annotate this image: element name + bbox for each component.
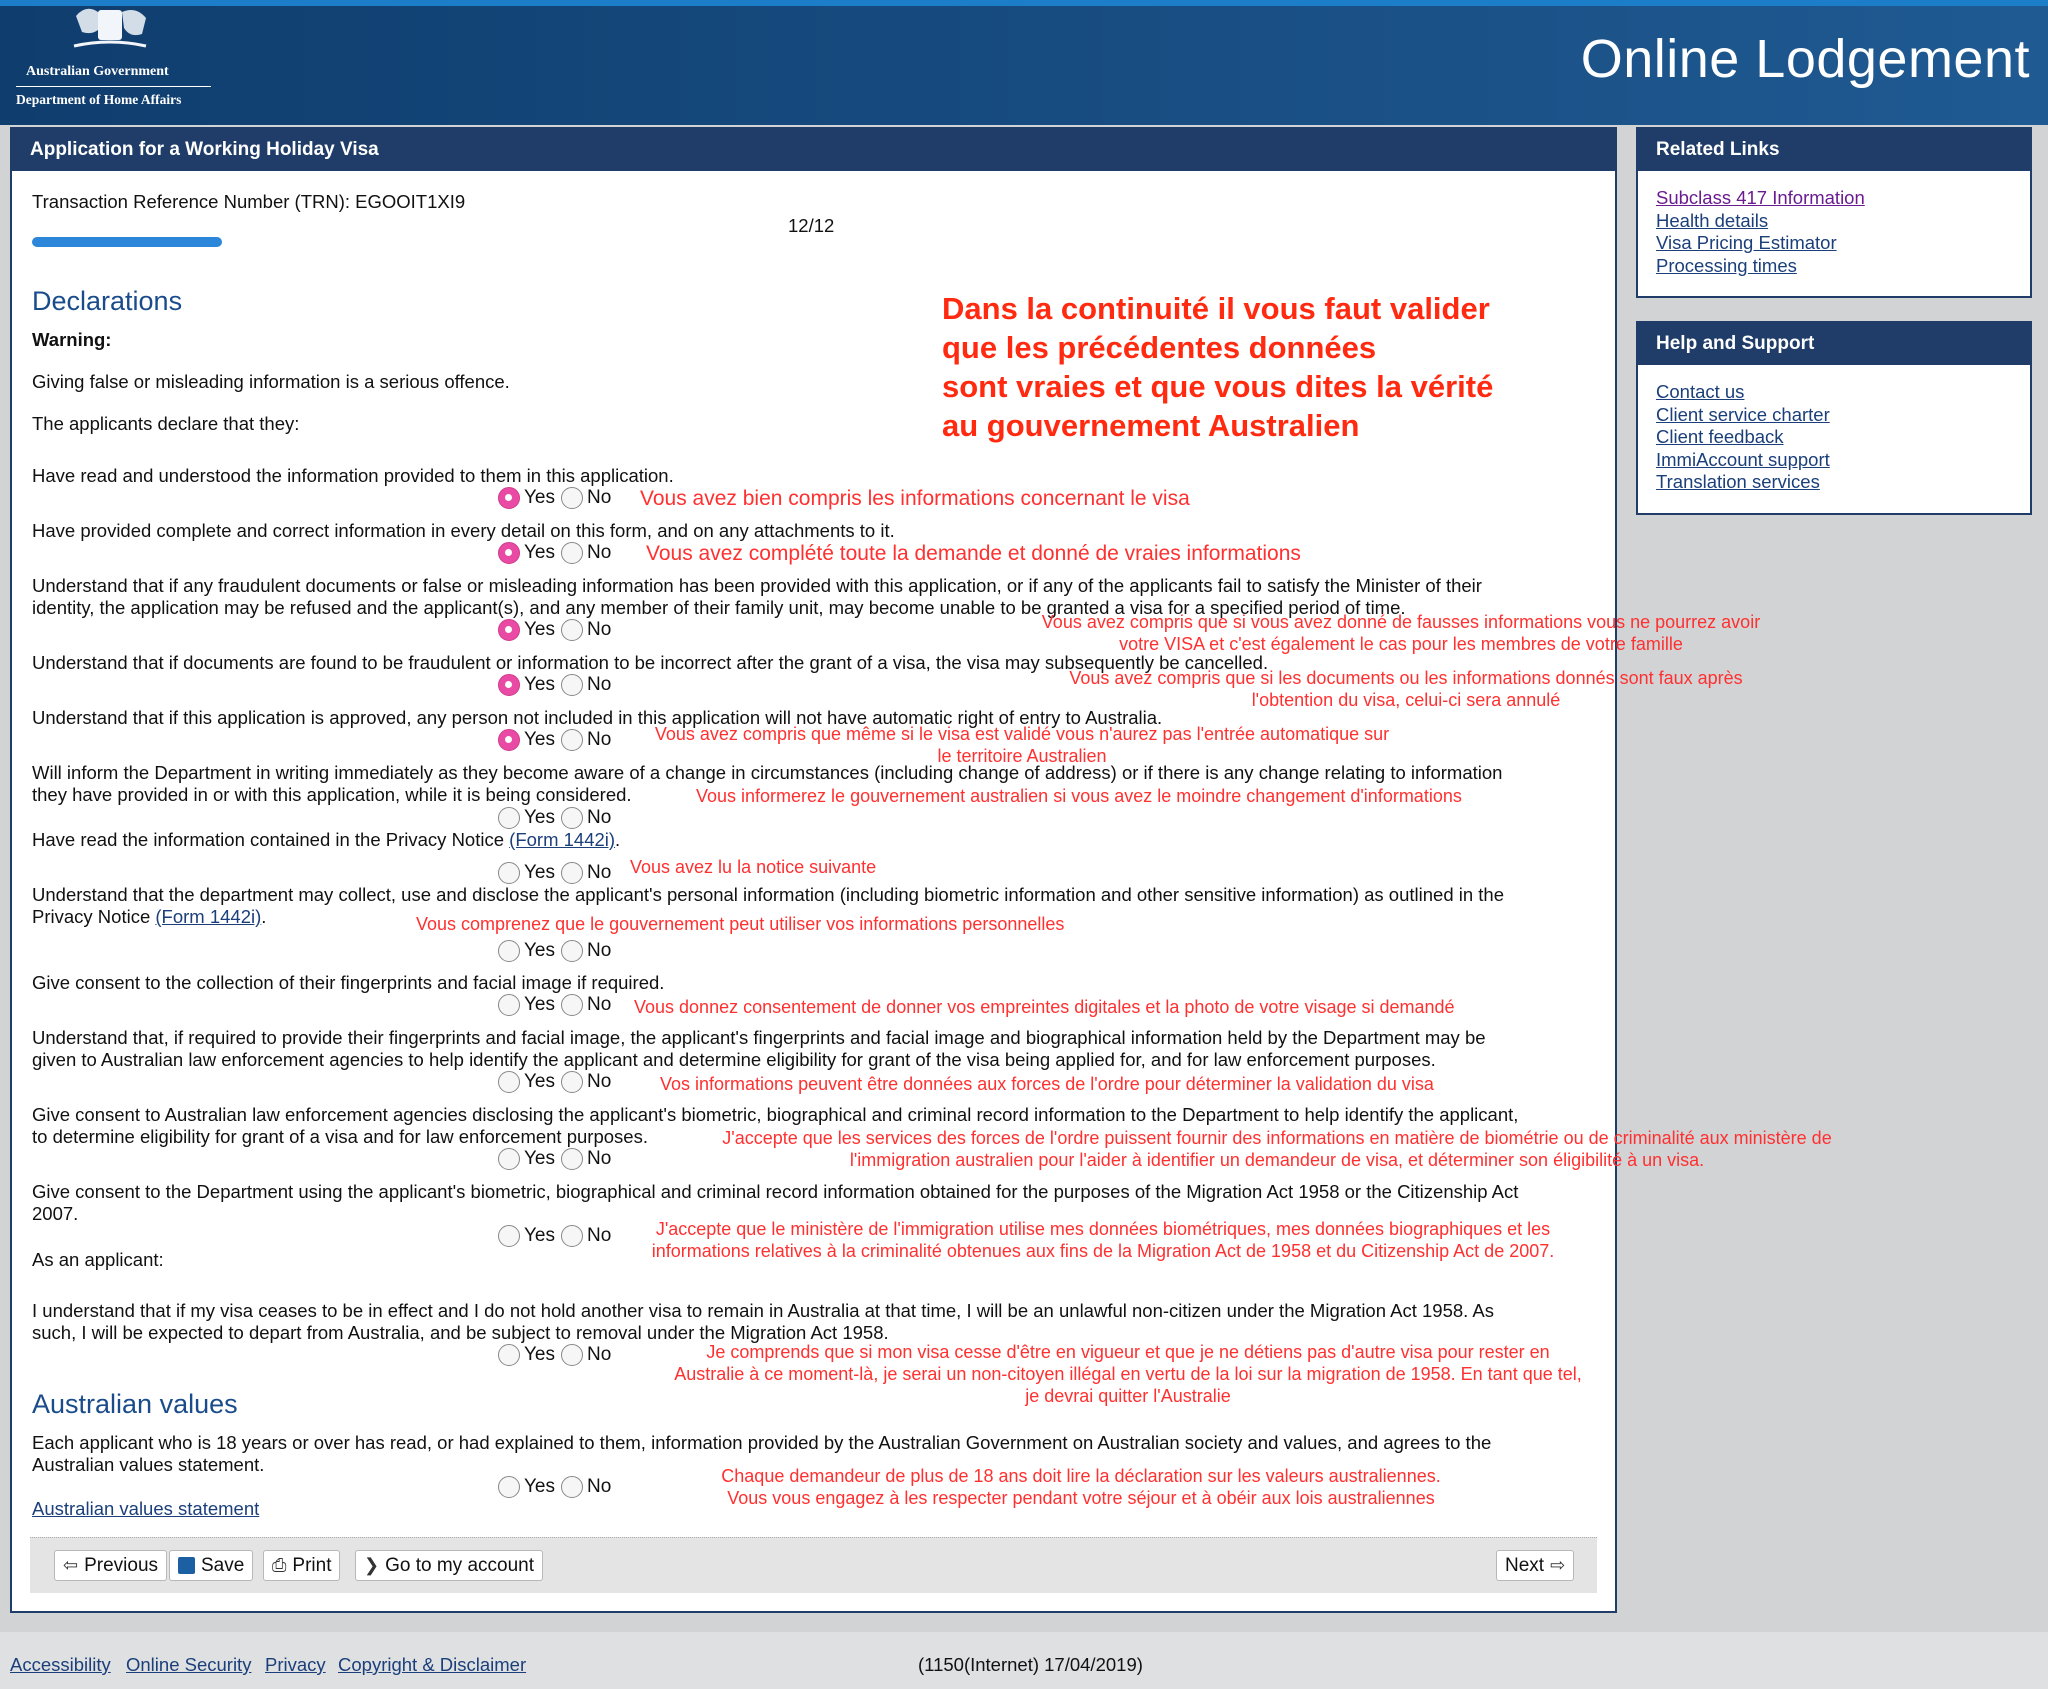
print-button[interactable] [263,1550,340,1581]
coat-of-arms-icon [56,6,164,52]
question-text: . [615,829,621,850]
annotation-line: votre VISA et c'est également le cas pour les membres de votre famille [1119,634,1683,654]
yes-label: Yes [524,729,555,750]
panel-title: Application for a Working Holiday Visa [12,129,1615,171]
annotation-line: Vous avez compris que si vous avez donné de fausses informations vous ne pourrez avoir [1041,612,1761,632]
question-line: they have provided in or with this application, while it is being considered. [32,784,632,805]
annotation-line: Vous avez compris que même si le visa est validé vous n'aurez pas l'entrée automatique sur [654,724,1390,744]
radio-yes[interactable] [498,1344,520,1366]
radio-group-5 [498,729,617,751]
values-heading: Australian values [32,1389,238,1419]
progress-bar [32,237,222,247]
site-header [0,0,2048,125]
site-footer [0,1632,2048,1689]
radio-yes[interactable] [498,862,520,884]
radio-no[interactable] [561,487,583,509]
values-line: Each applicant who is 18 years or over has read, or had explained to them, information provided by the Australian Government on Australian society and values, and agrees to the [32,1432,1492,1453]
annotation-12 [618,1218,1588,1262]
annotation-5 [632,723,1412,767]
question-line: I understand that if my visa ceases to be in effect and I do not hold another visa to remain in Australia at that time, I will be an unlawful non-citizen under the Migration Act 1958. As [32,1300,1494,1321]
related-links-title: Related Links [1638,129,2030,171]
chevron-right-icon: ❯ [364,1555,380,1575]
annotation-line: informations relatives à la criminalité obtenues aux fins de la Migration Act de 1958 et du Citizenship Act de 2007. [651,1241,1555,1261]
help-link-service-charter[interactable]: Client service charter [1656,403,1830,425]
question-line: 2007. [32,1203,79,1224]
radio-group-8 [498,940,617,962]
radio-yes[interactable] [498,542,520,564]
radio-group-1 [498,487,617,509]
question-line: Understand that if any fraudulent documents or false or misleading information has been provided with this application, or if any of the applicants fail to satisfy the Minister of their [32,575,1482,596]
form-navigation [30,1537,1597,1593]
radio-group-10 [498,1071,617,1093]
question-1: Have read and understood the information provided to them in this application. [32,465,674,486]
help-support-box [1636,321,2032,515]
no-label: No [587,487,612,508]
radio-no[interactable] [561,862,583,884]
annotation-10: Vos informations peuvent être données aux forces de l'ordre pour déterminer la validation du visa [660,1074,1434,1094]
go-to-account-button[interactable] [355,1550,543,1581]
radio-group-6 [498,807,617,829]
radio-yes[interactable] [498,674,520,696]
help-link-immiaccount-support[interactable]: ImmiAccount support [1656,448,1830,470]
help-link-contact-us[interactable]: Contact us [1656,381,1745,402]
radio-yes[interactable] [498,487,520,509]
question-2: Have provided complete and correct information in every detail on this form, and on any attachments to it. [32,520,895,541]
version-info: (1150(Internet) 17/04/2019) [918,1654,1143,1675]
annotation-9: Vous donnez consentement de donner vos empreintes digitales et la photo de votre visage si demandé [634,997,1455,1017]
no-label: No [587,1476,612,1497]
radio-no[interactable] [561,1344,583,1366]
values-line: Australian values statement. [32,1454,265,1475]
radio-no[interactable] [561,1148,583,1170]
annotation-3 [1018,611,1784,655]
radio-group-9 [498,994,617,1016]
yes-label: Yes [524,1476,555,1497]
save-label: Save [201,1554,245,1576]
annotation-line: Dans la continuité il vous faut valider [942,291,1490,326]
yes-label: Yes [524,542,555,563]
related-link-visa-pricing[interactable]: Visa Pricing Estimator [1656,232,1837,253]
annotation-line: sont vraies et que vous dites la vérité [942,369,1494,404]
as-applicant-label: As an applicant: [32,1249,164,1270]
annotation-line: Vous vous engagez à les respecter pendant votre séjour et à obéir aux lois australiennes [727,1488,1435,1508]
radio-group-13 [498,1344,617,1366]
annotation-line: Chaque demandeur de plus de 18 ans doit lire la déclaration sur les valeurs australiennes. [721,1466,1441,1486]
floppy-disk-icon [178,1557,195,1574]
form-1442i-link[interactable]: (Form 1442i) [155,906,262,927]
radio-yes[interactable] [498,994,520,1016]
arrow-right-icon: ⇨ [1550,1555,1566,1575]
annotation-7: Vous avez lu la notice suivante [630,857,877,877]
annotation-14 [708,1465,1454,1509]
yes-label: Yes [524,994,555,1015]
radio-yes[interactable] [498,619,520,641]
radio-group-3 [498,619,617,641]
previous-label: Previous [84,1554,159,1576]
yes-label: Yes [524,674,555,695]
annotation-line: J'accepte que le ministère de l'immigration utilise mes données biométriques, mes données biographiques et les [655,1219,1551,1239]
page-counter: 12/12 [788,215,835,236]
question-line: Give consent to Australian law enforcement agencies disclosing the applicant's biometric, biographical and criminal record information to the Department to help identify the applicant, [32,1104,1519,1125]
annotation-line: Vous avez compris que si les documents ou les informations donnés sont faux après [1069,668,1743,688]
no-label: No [587,1225,612,1246]
question-text: Have read the information contained in the Privacy Notice [32,829,510,850]
help-link-translation[interactable]: Translation services [1656,471,1820,492]
annotation-line: J'accepte que les services des forces de l'ordre puissent fournir des informations en matière de biométrie ou de criminalité aux ministère de [722,1128,1832,1148]
question-13 [32,1300,1494,1344]
radio-group-4 [498,674,617,696]
radio-no[interactable] [561,807,583,829]
question-text: . [261,906,267,927]
app-title: Online Lodgement [1580,29,2030,89]
question-line: identity, the application may be refused and the applicant(s), and any member of their family unit, may become unable to be granted a visa for a specified period of time. [32,597,1406,618]
help-link-client-feedback[interactable]: Client feedback [1656,426,1784,447]
radio-yes[interactable] [498,807,520,829]
no-label: No [587,807,612,828]
annotation-line: au gouvernement Australien [942,408,1360,443]
radio-yes[interactable] [498,729,520,751]
gov-line-2: Department of Home Affairs [16,92,182,107]
related-link-health-details[interactable]: Health details [1656,209,1769,231]
question-7 [32,829,620,851]
yes-label: Yes [524,862,555,883]
next-button[interactable] [1496,1550,1574,1581]
annotation-8: Vous comprenez que le gouvernement peut utiliser vos informations personnelles [416,914,1065,934]
question-10 [32,1027,1486,1071]
question-line: Will inform the Department in writing immediately as they become aware of a change in circumstances (including change of address) or if there is any change relating to information [32,762,1503,783]
footer-link-accessibility[interactable]: Accessibility [10,1654,111,1675]
gov-divider [16,86,211,87]
print-label: Print [292,1554,332,1576]
radio-group-12 [498,1225,617,1247]
radio-yes[interactable] [498,940,520,962]
radio-yes[interactable] [498,1225,520,1247]
no-label: No [587,940,612,961]
yes-label: Yes [524,1148,555,1169]
question-line: given to Australian law enforcement agencies to help identify the applicant and determine eligibility for grant of the visa being applied for, and for law enforcement purposes. [32,1049,1436,1070]
annotation-2: Vous avez complété toute la demande et donné de vraies informations [646,542,1301,565]
annotation-1: Vous avez bien compris les informations concernant le visa [640,487,1190,510]
annotation-6: Vous informerez le gouvernement australien si vous avez le moindre changement d'informations [696,786,1462,806]
gov-line-1: Australian Government [26,64,169,79]
related-link-subclass-417[interactable]: Subclass 417 Information [1656,187,1865,208]
radio-no[interactable] [561,994,583,1016]
no-label: No [587,619,612,640]
no-label: No [587,1344,612,1365]
annotation-13 [628,1341,1628,1407]
annotation-main [942,289,1493,445]
radio-group-2 [498,542,617,564]
form-1442i-link[interactable]: (Form 1442i) [509,829,616,850]
related-link-processing-times[interactable]: Processing times [1656,254,1797,276]
question-line: to determine eligibility for grant of a visa and for law enforcement purposes. [32,1126,648,1147]
government-logo[interactable] [6,6,214,116]
annotation-line: l'obtention du visa, celui-ci sera annulé [1251,690,1561,710]
annotation-line: le territoire Australien [937,746,1107,766]
radio-no[interactable] [561,940,583,962]
no-label: No [587,674,612,695]
yes-label: Yes [524,1071,555,1092]
yes-label: Yes [524,487,555,508]
radio-yes[interactable] [498,1071,520,1093]
annotation-4 [1042,667,1770,711]
help-support-title: Help and Support [1638,323,2030,365]
no-label: No [587,729,612,750]
next-label: Next [1505,1554,1545,1576]
trn-label: Transaction Reference Number (TRN): EGOOIT1XI9 [32,191,466,212]
radio-group-11 [498,1148,617,1170]
account-label: Go to my account [385,1554,534,1576]
radio-yes[interactable] [498,1476,520,1498]
radio-group-7 [498,862,617,884]
yes-label: Yes [524,619,555,640]
footer-link-privacy[interactable]: Privacy [265,1654,326,1675]
declarations-heading: Declarations [32,286,183,316]
radio-no[interactable] [561,542,583,564]
footer-link-online-security[interactable]: Online Security [126,1654,252,1675]
radio-no[interactable] [561,674,583,696]
related-links-box [1636,127,2032,298]
warning-text: Giving false or misleading information is a serious offence. [32,371,510,392]
yes-label: Yes [524,807,555,828]
no-label: No [587,994,612,1015]
annotation-line: Australie à ce moment-là, je serai un non-citoyen illégal en vertu de la loi sur la migration de 1958. En tant que tel, [674,1364,1582,1384]
annotation-line: l'immigration australien pour l'aider à identifier un demandeur de visa, et déterminer son éligibilité à un visa. [849,1150,1705,1170]
related-links-list [1638,171,2030,293]
yes-label: Yes [524,940,555,961]
no-label: No [587,862,612,883]
annotation-line: je devrai quitter l'Australie [1025,1386,1231,1406]
radio-no[interactable] [561,619,583,641]
annotation-11 [682,1127,1872,1171]
question-9: Give consent to the collection of their fingerprints and facial image if required. [32,972,665,993]
arrow-left-icon: ⇦ [63,1555,79,1575]
question-text: Privacy Notice [32,906,156,927]
question-line: Understand that the department may collect, use and disclose the applicant's personal information (including biometric information and other sensitive information) as outlined in the [32,884,1505,905]
question-line: such, I will be expected to depart from Australia, and be subject to removal under the Migration Act 1958. [32,1322,889,1343]
radio-no[interactable] [561,1476,583,1498]
radio-yes[interactable] [498,1148,520,1170]
radio-no[interactable] [561,1225,583,1247]
question-5: Understand that if this application is approved, any person not included in this application will not have automatic right of entry to Australia. [32,707,1163,728]
yes-label: Yes [524,1225,555,1246]
question-4: Understand that if documents are found to be fraudulent or information to be incorrect after the grant of a visa, the visa may subsequently be cancelled. [32,652,1269,673]
question-line: Give consent to the Department using the applicant's biometric, biographical and criminal record information obtained for the purposes of the Migration Act 1958 or the Citizenship Act [32,1181,1519,1202]
footer-link-copyright[interactable]: Copyright & Disclaimer [338,1654,527,1675]
warning-label: Warning: [32,329,112,350]
help-links-list [1638,365,2030,510]
previous-button[interactable] [54,1550,167,1581]
save-button[interactable] [169,1550,253,1581]
values-statement-link[interactable]: Australian values statement [32,1498,260,1519]
declare-intro: The applicants declare that they: [32,413,300,434]
radio-group-14 [498,1476,617,1498]
radio-no[interactable] [561,729,583,751]
printer-icon: ⎙ [272,1555,287,1575]
question-line: Understand that, if required to provide their fingerprints and facial image, the applicant's fingerprints and facial image and biographical information held by the Department may be [32,1027,1486,1048]
radio-no[interactable] [561,1071,583,1093]
no-label: No [587,1071,612,1092]
no-label: No [587,542,612,563]
yes-label: Yes [524,1344,555,1365]
annotation-line: que les précédentes données [942,330,1377,365]
no-label: No [587,1148,612,1169]
annotation-line: Je comprends que si mon visa cesse d'être en vigueur et que je ne détiens pas d'autre visa pour rester en [706,1342,1550,1362]
